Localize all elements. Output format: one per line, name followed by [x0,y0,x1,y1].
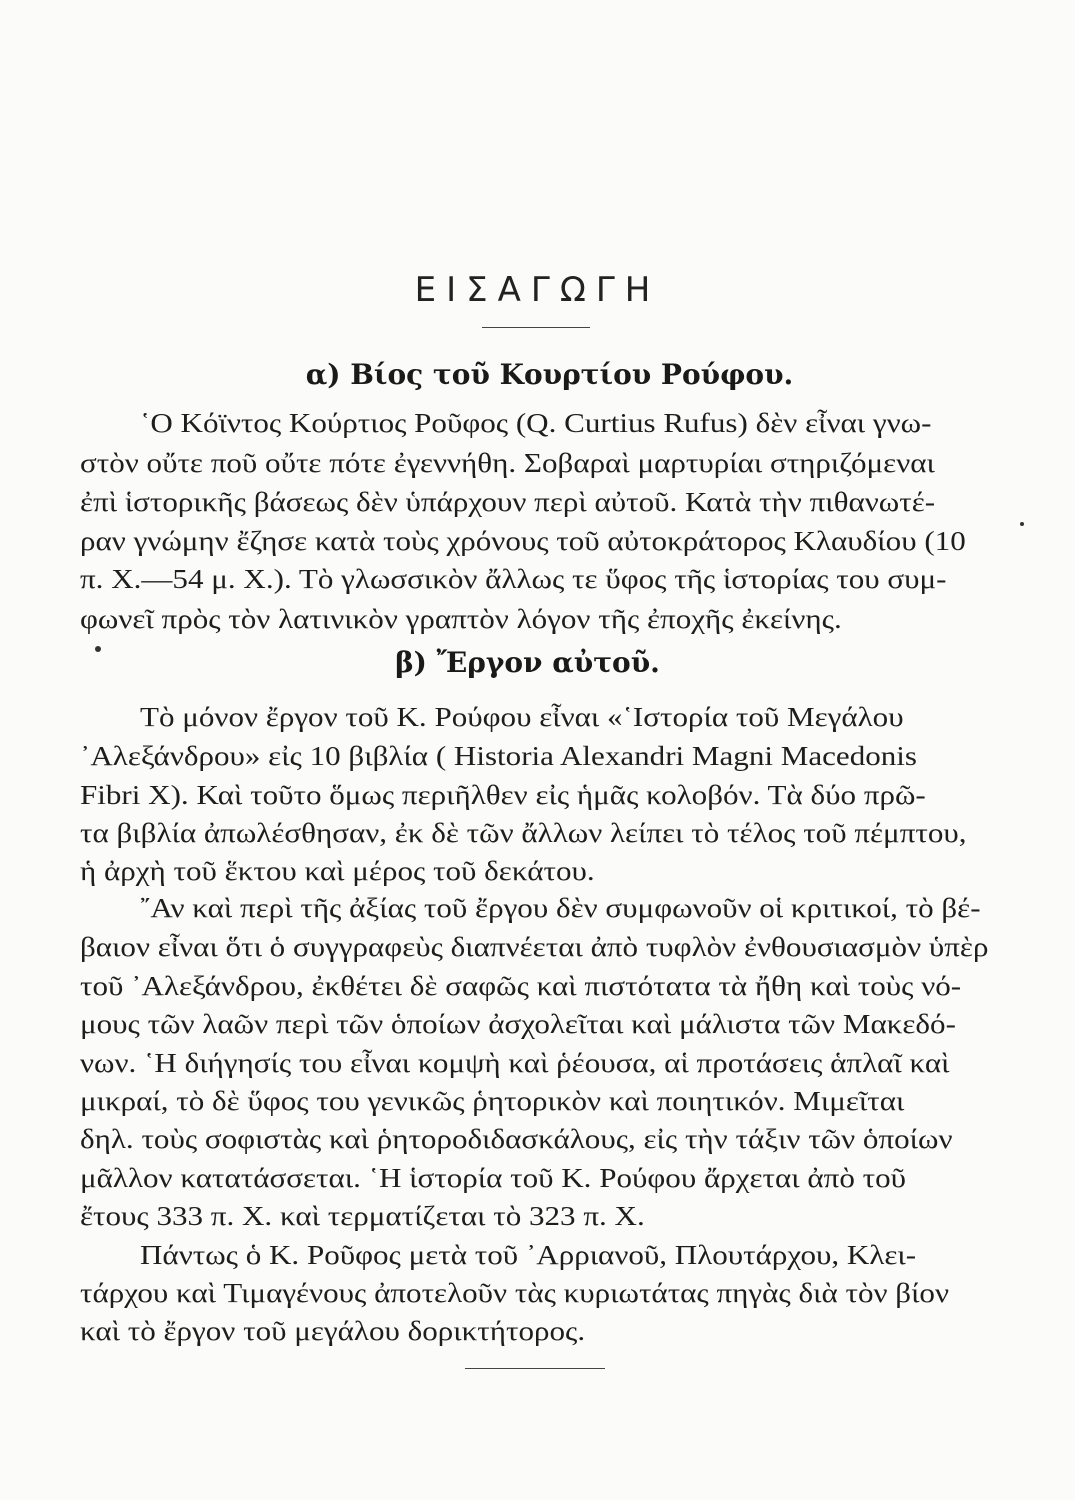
paragraph-line: π. Χ.—54 μ. Χ.). Τὸ γλωσσικὸν ἄλλως τε ὕφος τῆς ἱστορίας του συμ- [80,564,947,594]
paragraph-line: Πάντως ὁ Κ. Ροῦφος μετὰ τοῦ ᾿Αρριανοῦ, Πλουτάρχου, Κλει- [140,1240,917,1270]
paragraph-line: νων. ῾Η διήγησίς του εἶναι κομψὴ καὶ ῥέουσα, αἱ προτάσεις ἁπλαῖ καὶ [80,1048,950,1078]
paragraph-line: τάρχου καὶ Τιμαγένους ἀποτελοῦν τὰς κυριωτάτας πηγὰς διὰ τὸν βίον [80,1278,950,1308]
paragraph-line: φωνεῖ πρὸς τὸν λατινικὸν γραπτὸν λόγον τῆς ἐποχῆς ἐκείνης. [80,604,842,634]
paragraph-line: Τὸ μόνον ἔργον τοῦ Κ. Ρούφου εἶναι «῾Ιστορία τοῦ Μεγάλου [140,702,904,732]
chapter-heading: ΕΙΣΑΓΩΓΗ [414,270,661,310]
paragraph-line: στὸν οὔτε ποῦ οὔτε πότε ἐγεννήθη. Σοβαραὶ μαρτυρίαι στηριζόμεναι [80,448,935,478]
paragraph-line: μᾶλλον κατατάσσεται. ῾Η ἱστορία τοῦ Κ. Ρούφου ἄρχεται ἀπὸ τοῦ [80,1163,907,1193]
ink-speck [1020,522,1024,526]
section-a-title: α) Βίος τοῦ Κουρτίου Ρούφου. [305,358,794,391]
paragraph-line: ᾿Αλεξάνδρου» εἰς 10 βιβλία ( Historia Alexandri Magni Macedonis [80,741,918,771]
paragraph-line: ἔτους 333 π. Χ. καὶ τερματίζεται τὸ 323 π. Χ. [80,1201,645,1231]
paragraph-line: μους τῶν λαῶν περὶ τῶν ὁποίων ἀσχολεῖται καὶ μάλιστα τῶν Μακεδό- [80,1009,956,1039]
paragraph-line: ἐπὶ ἱστορικῆς βάσεως δὲν ὑπάρχουν περὶ αὐτοῦ. Κατὰ τὴν πιθανωτέ- [80,487,936,517]
paragraph-line: βαιον εἶναι ὅτι ὁ συγγραφεὺς διαπνέεται ἀπὸ τυφλὸν ἐνθουσιασμὸν ὑπὲρ [80,932,989,962]
paragraph-line: ἡ ἀρχὴ τοῦ ἕκτου καὶ μέρος τοῦ δεκάτου. [80,856,595,886]
section-b-title: β) Ἔργον αὐτοῦ. [395,646,660,679]
heading-rule [482,327,590,328]
paragraph-line: Fibri X). Καὶ τοῦτο ὅμως περιῆλθεν εἰς ἡμᾶς κολοβόν. Τὰ δύο πρῶ- [80,780,926,810]
paragraph-line: ραν γνώμην ἔζησε κατὰ τοὺς χρόνους τοῦ αὐτοκράτορος Κλαυδίου (10 [80,526,966,556]
paragraph-line: τα βιβλία ἀπωλέσθησαν, ἐκ δὲ τῶν ἄλλων λείπει τὸ τέλος τοῦ πέμπτου, [80,818,967,848]
paragraph-line: δηλ. τοὺς σοφιστὰς καὶ ῥητοροδιδασκάλους, εἰς τὴν τάξιν τῶν ὁποίων [80,1124,953,1154]
end-rule [465,1368,605,1369]
paragraph-line: καὶ τὸ ἔργον τοῦ μεγάλου δορικτήτορος. [80,1316,586,1346]
paragraph-line: ῎Αν καὶ περὶ τῆς ἀξίας τοῦ ἔργου δὲν συμφωνοῦν οἱ κριτικοί, τὸ βέ- [140,893,981,923]
paragraph-line: τοῦ ᾿Αλεξάνδρου, ἐκθέτει δὲ σαφῶς καὶ πιστότατα τὰ ἤθη καὶ τοὺς νό- [80,971,962,1001]
paragraph-line: ῾Ο Κόϊντος Κούρτιος Ροῦφος (Q. Curtius Rufus) δὲν εἶναι γνω- [140,408,932,438]
paragraph-line: μικραί, τὸ δὲ ὕφος του γενικῶς ῥητορικὸν καὶ ποιητικόν. Μιμεῖται [80,1086,905,1116]
